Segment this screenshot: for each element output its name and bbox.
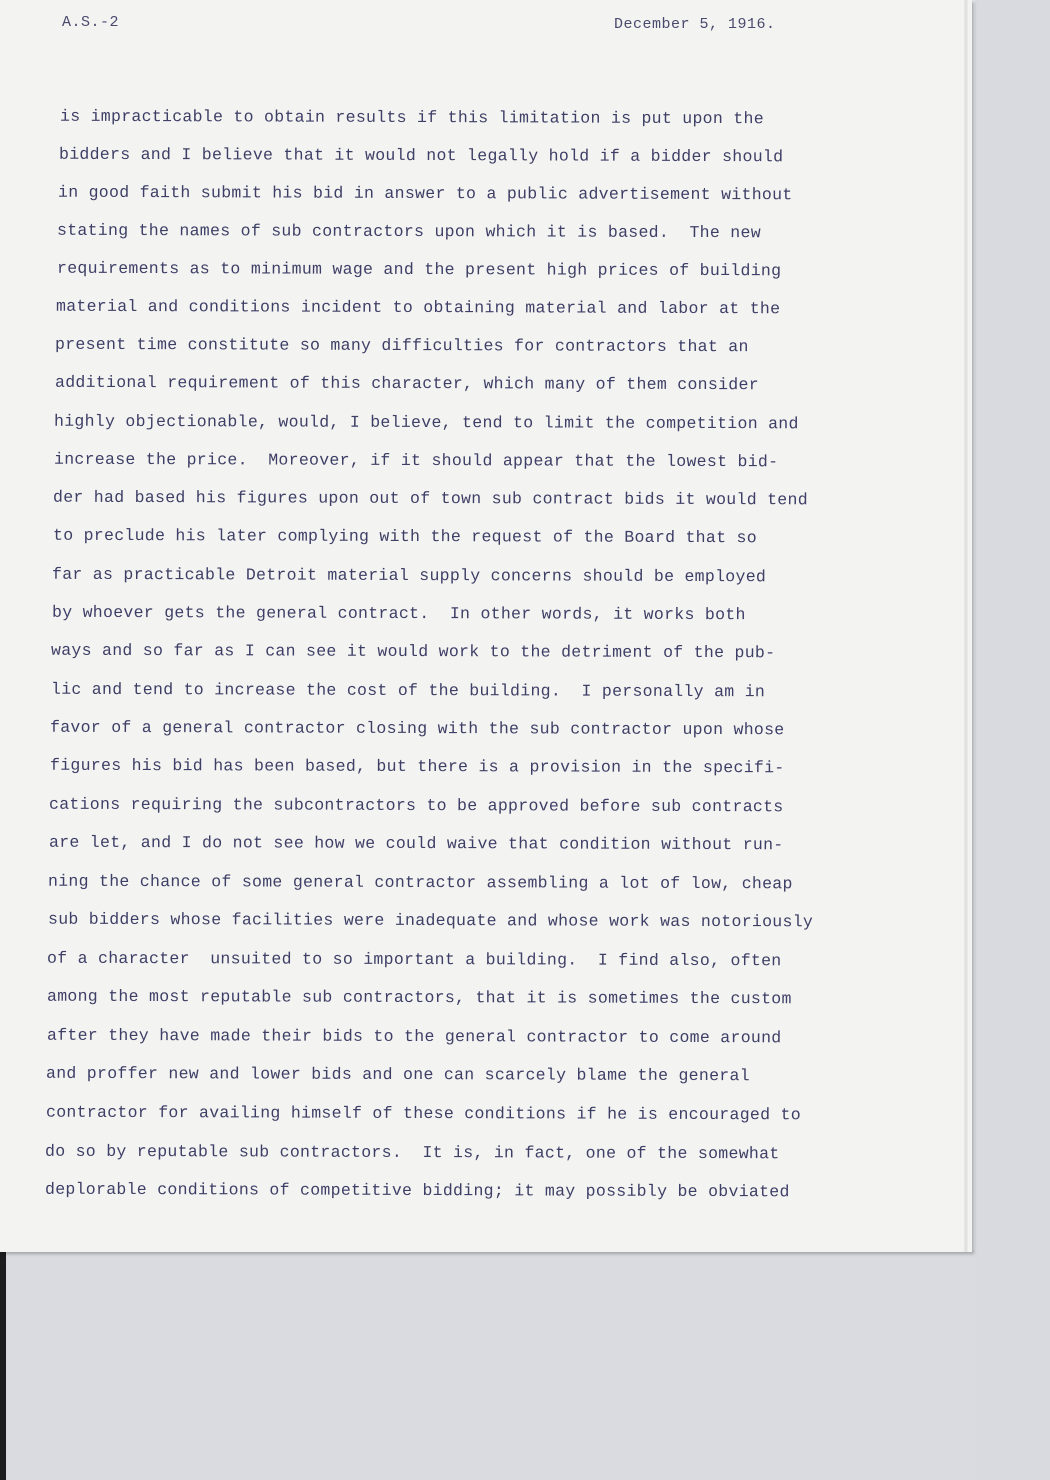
body-line: to preclude his later complying with the request of the Board that so [52,525,757,548]
body-line: favor of a general contractor closing with the sub contractor upon whose [49,717,785,740]
body-line: in good faith submit his bid in answer to a public advertisement without [57,182,793,205]
page-edge-strip [975,0,1050,1480]
body-line: ways and so far as I can see it would work to the detriment of the pub- [50,640,776,663]
body-line: contractor for availing himself of these conditions if he is encouraged to [45,1102,801,1125]
body-line: and proffer new and lower bids and one can scarcely blame the general [45,1063,750,1086]
body-line: lic and tend to increase the cost of the building. I personally am in [50,679,766,702]
body-line: requirements as to minimum wage and the present high prices of building [56,258,782,281]
body-line: stating the names of sub contractors upon which it is based. The new [56,220,761,243]
body-line: of a character unsuited to so important a building. I find also, often [46,948,782,971]
body-line: material and conditions incident to obtaining material and labor at the [55,296,781,319]
body-line: additional requirement of this character, which many of them consider [54,372,759,395]
page-shadow [0,1245,6,1480]
body-line: do so by reputable sub contractors. It is, in fact, one of the somewhat [44,1141,780,1164]
page-reference: A.S.-2 [62,14,120,31]
body-line: among the most reputable sub contractors, that it is sometimes the custom [46,986,792,1009]
body-line: far as practicable Detroit material supply concerns should be employed [51,564,767,587]
body-line: is impracticable to obtain results if this limitation is put upon the [59,106,764,129]
page-fold [964,0,968,1252]
body-line: after they have made their bids to the general contractor to come around [46,1025,782,1048]
body-line: cations requiring the subcontractors to be approved before sub contracts [48,794,784,817]
body-line: deplorable conditions of competitive bidding; it may possibly be obviated [44,1179,790,1202]
body-line: ning the chance of some general contractor assembling a lot of low, cheap [47,871,793,894]
letter-date: December 5, 1916. [614,16,776,33]
body-line: increase the price. Moreover, if it should appear that the lowest bid- [53,449,779,472]
backdrop-lower [0,1250,1050,1480]
body-line: bidders and I believe that it would not legally hold if a bidder should [58,144,784,167]
body-line: sub bidders whose facilities were inadequate and whose work was notoriously [47,909,814,932]
body-line: der had based his figures upon out of town sub contract bids it would tend [52,487,808,510]
body-line: present time constitute so many difficulties for contractors that an [54,334,749,357]
body-line: figures his bid has been based, but there is a provision in the specifi- [49,755,785,778]
body-line: are let, and I do not see how we could waive that condition without run- [48,832,784,855]
body-line: by whoever gets the general contract. In other words, it works both [51,602,746,625]
body-line: highly objectionable, would, I believe, tend to limit the competition and [53,411,799,434]
